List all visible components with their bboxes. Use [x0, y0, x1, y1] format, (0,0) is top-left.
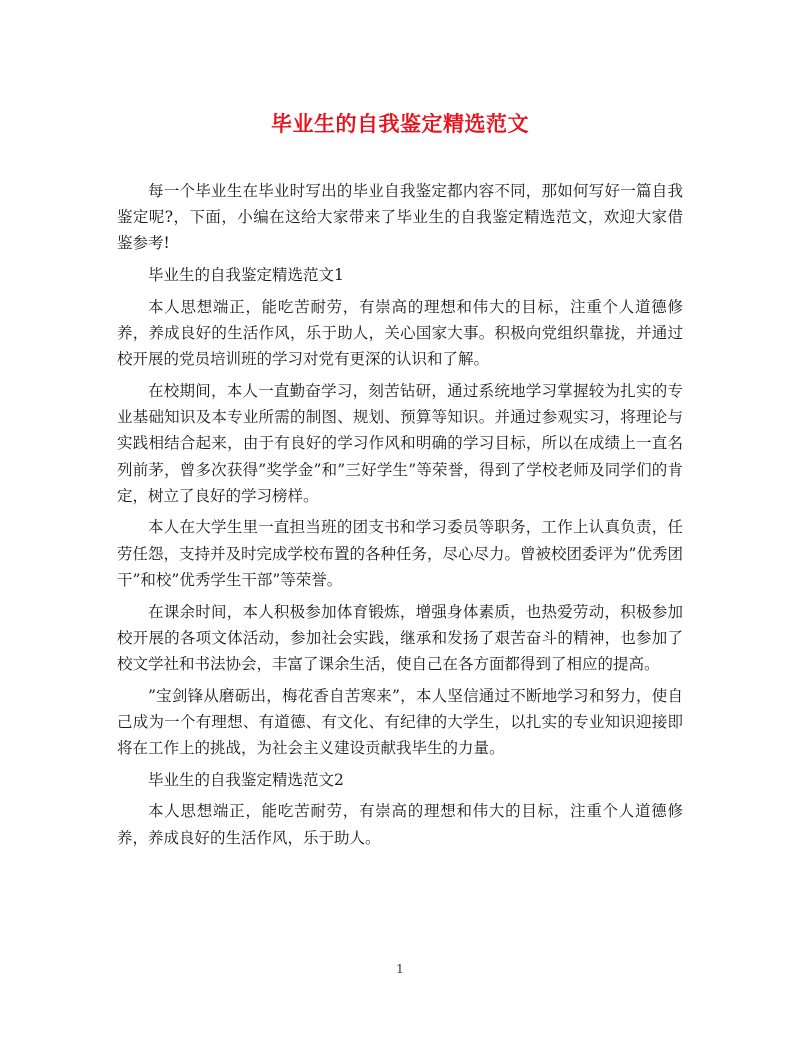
page-number: 1 — [396, 962, 404, 976]
section-2-heading: 毕业生的自我鉴定精选范文2 — [148, 770, 344, 789]
section-1-paragraph: 本人在大学生里一直担当班的团支书和学习委员等职务，工作上认真负责，任劳任怨，支持并及时完成学校布置的各种任务，尽心尽力。曾被校团委评为”优秀团干”和校”优秀学生干部”等荣誉。 — [117, 518, 683, 589]
document-title: 毕业生的自我鉴定精选范文 — [271, 111, 529, 136]
section-1-paragraph: 在校期间，本人一直勤奋学习，刻苦钻研，通过系统地学习掌握较为扎实的专业基础知识及本专业所需的制图、规划、预算等知识。并通过参观实习，将理论与实践相结合起来，由于有良好的学习作风和明确的学习目标，所以在成绩上一直名列前茅，曾多次获得”奖学金”和”三好学生”等荣誉，得到了学校老师及同学们的肯定，树立了良好的学习榜样。 — [117, 381, 683, 505]
intro-paragraph: 每一个毕业生在毕业时写出的毕业自我鉴定都内容不同，那如何写好一篇自我鉴定呢?，下面，小编在这给大家带来了毕业生的自我鉴定精选范文，欢迎大家借鉴参考! — [117, 182, 683, 253]
section-1-paragraph: 在课余时间，本人积极参加体育锻炼，增强身体素质，也热爱劳动，积极参加校开展的各项文体活动，参加社会实践，继承和发扬了艰苦奋斗的精神，也参加了校文学社和书法协会，丰富了课余生活，使自己在各方面都得到了相应的提高。 — [117, 602, 683, 673]
section-1-heading: 毕业生的自我鉴定精选范文1 — [148, 266, 344, 285]
document-body — [117, 178, 683, 856]
section-1-paragraph: 本人思想端正，能吃苦耐劳，有崇高的理想和伟大的目标，注重个人道德修养，养成良好的生活作风，乐于助人，关心国家大事。积极向党组织靠拢，并通过校开展的党员培训班的学习对党有更深的认识和了解。 — [117, 297, 683, 369]
section-2-paragraph: 本人思想端正，能吃苦耐劳，有崇高的理想和伟大的目标，注重个人道德修养，养成良好的生活作风，乐于助人。 — [117, 802, 683, 847]
section-1-paragraph: ”宝剑锋从磨砺出，梅花香自苦寒来”，本人坚信通过不断地学习和努力，使自己成为一个有理想、有道德、有文化、有纪律的大学生，以扎实的专业知识迎接即将在工作上的挑战，为社会主义建设贡献我毕生的力量。 — [117, 686, 683, 758]
